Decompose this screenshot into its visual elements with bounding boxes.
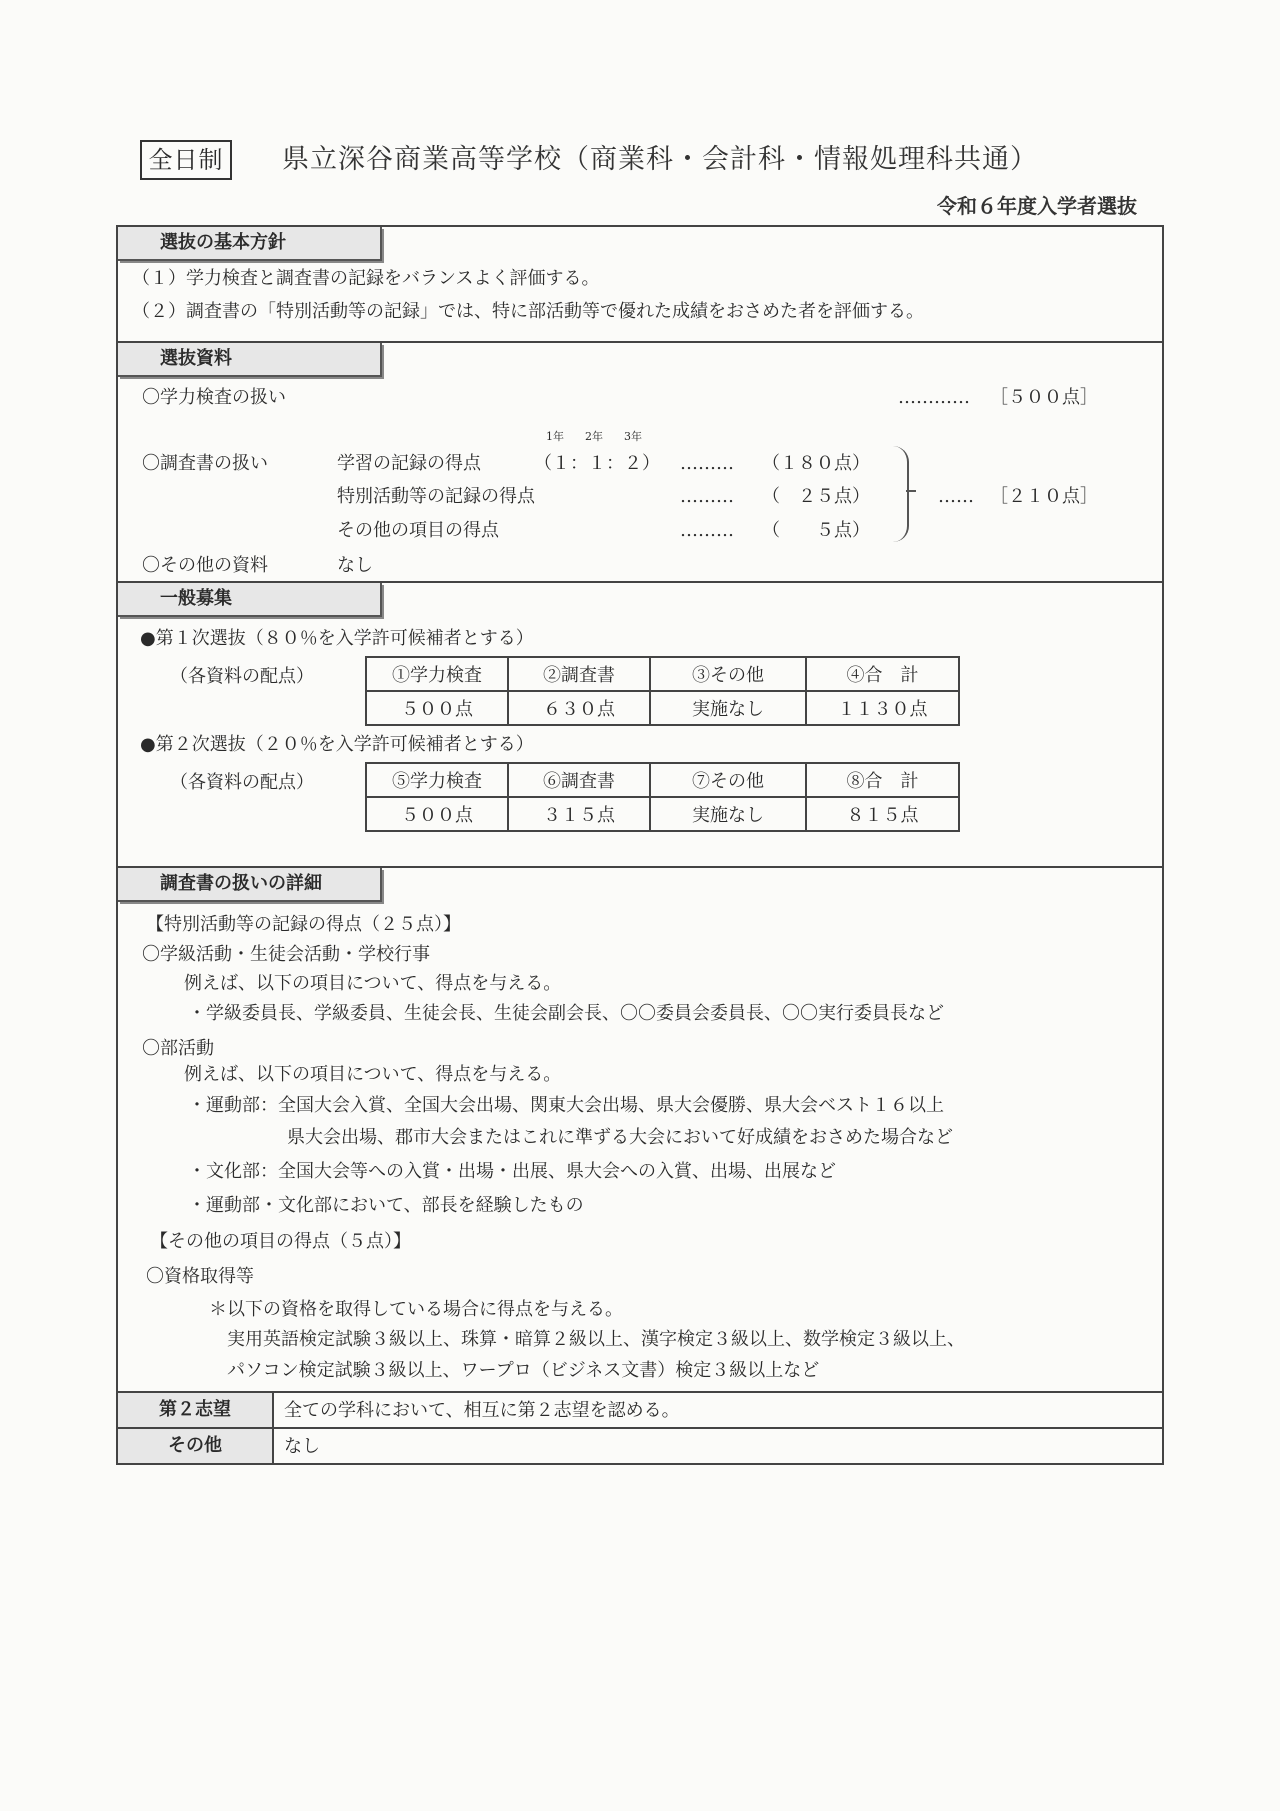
table-cell: ⑦その他 [650,763,806,797]
other-value: なし [284,1436,320,1457]
grade-1-label: 1年 [546,430,564,443]
details-line-3: 例えば、以下の項目について、得点を与える。 [184,973,562,994]
details-line-13: ＊以下の資格を取得している場合に得点を与える。 [209,1299,623,1320]
table-cell: ②調査書 [508,657,650,691]
table-cell: ３１５点 [508,797,650,831]
exam-dots: ………… [898,387,970,408]
report-brace-tip [906,490,916,492]
details-line-8: 県大会出場、郡市大会またはこれに準ずる大会において好成績をおさめた場合など [287,1127,953,1148]
policy-header: 選抜の基本方針 [118,227,382,261]
document-frame [116,225,1164,1465]
details-line-15: パソコン検定試験３級以上、ワープロ（ビジネス文書）検定３級以上など [227,1360,820,1381]
details-line-7: ・運動部：全国大会入賞、全国大会出場、関東大会出場、県大会優勝、県大会ベスト１６以上 [188,1095,944,1116]
table-row [366,797,959,831]
table-cell: ③その他 [650,657,806,691]
report-brace [893,446,909,542]
details-line-1: 【特別活動等の記録の得点（２５点）】 [146,914,461,935]
details-line-5: 〇部活動 [142,1038,214,1059]
report-row-1-name: 学習の記録の得点 [337,453,481,474]
second-choice-value: 全ての学科において、相互に第２志望を認める。 [284,1400,680,1421]
enrollment-type-badge: 全日制 [140,140,232,180]
other-label: その他 [118,1429,274,1463]
details-header: 調査書の扱いの詳細 [118,868,382,902]
table-cell: ８１５点 [806,797,959,831]
table-cell: ⑥調査書 [508,763,650,797]
table-cell: ６３０点 [508,691,650,725]
table-cell: ④合 計 [806,657,959,691]
second-selection-heading: ●第２次選抜（２０％を入学許可候補者とする） [140,734,534,755]
table-cell: ⑤学力検査 [366,763,508,797]
report-row-3-name: その他の項目の得点 [337,520,499,541]
report-row-1-points: （１８０点） [762,453,870,474]
first-selection-heading: ●第１次選抜（８０％を入学許可候補者とする） [140,628,534,649]
details-line-10: ・運動部・文化部において、部長を経験したもの [188,1195,584,1216]
details-line-12: 〇資格取得等 [146,1266,254,1287]
year-label: 令和６年度入学者選抜 [937,194,1137,218]
grade-3-label: 3年 [624,430,642,443]
report-label: 〇調査書の扱い [142,453,268,474]
report-row-2-dots: ……… [680,486,734,507]
materials-header: 選抜資料 [118,343,382,377]
report-row-3-points: （ ５点） [762,520,870,541]
details-line-2: 〇学級活動・生徒会活動・学校行事 [142,944,430,965]
second-choice-label: 第２志望 [118,1393,274,1427]
report-row-1-ratio: （１：１：２） [534,453,660,474]
details-line-4: ・学級委員長、学級委員、生徒会長、生徒会副会長、〇〇委員会委員長、〇〇実行委員長など [188,1003,944,1024]
exam-label: 〇学力検査の扱い [142,387,286,408]
report-row-2-points: （ ２５点） [762,486,870,507]
first-selection-table [365,656,960,726]
table-cell: ５００点 [366,691,508,725]
details-line-6: 例えば、以下の項目について、得点を与える。 [184,1064,562,1085]
second-selection-caption: （各資料の配点） [170,772,314,793]
report-row-2-name: 特別活動等の記録の得点 [337,486,535,507]
table-cell: 実施なし [650,797,806,831]
report-total-dots: …… [938,486,974,507]
report-row-1-dots: ……… [680,453,734,474]
general-header: 一般募集 [118,583,382,617]
table-cell: 実施なし [650,691,806,725]
report-row-3-dots: ……… [680,520,734,541]
table-row [366,657,959,691]
details-line-11: 【その他の項目の得点（５点）】 [150,1231,411,1252]
policy-item-1: （１）学力検査と調査書の記録をバランスよく評価する。 [132,268,600,289]
table-cell: ①学力検査 [366,657,508,691]
table-row [366,691,959,725]
first-selection-caption: （各資料の配点） [170,666,314,687]
details-line-9: ・文化部：全国大会等への入賞・出場・出展、県大会への入賞、出場、出展など [188,1161,836,1182]
other-materials-label: 〇その他の資料 [142,555,268,576]
exam-score: ［５００点］ [990,387,1098,408]
other-materials-value: なし [337,555,373,576]
grade-2-label: 2年 [585,430,603,443]
policy-item-2: （２）調査書の「特別活動等の記録」では、特に部活動等で優れた成績をおさめた者を評価する。 [132,301,924,322]
table-cell: １１３０点 [806,691,959,725]
details-line-14: 実用英語検定試験３級以上、珠算・暗算２級以上、漢字検定３級以上、数学検定３級以上、 [227,1329,965,1350]
school-title: 県立深谷商業高等学校（商業科・会計科・情報処理科共通） [282,144,1038,175]
report-total: ［２１０点］ [990,486,1098,507]
second-selection-table [365,762,960,832]
table-cell: ５００点 [366,797,508,831]
table-row [366,763,959,797]
table-cell: ⑧合 計 [806,763,959,797]
